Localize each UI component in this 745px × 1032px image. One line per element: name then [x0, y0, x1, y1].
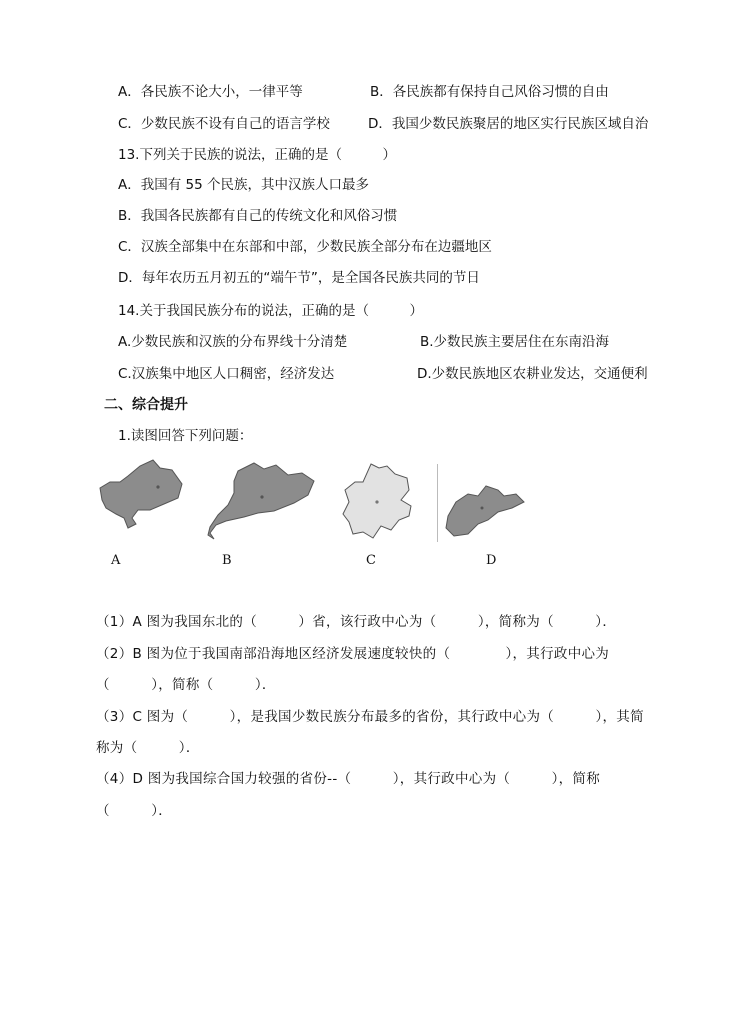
map-a-liaoning — [98, 458, 188, 538]
q12-option-b: B．各民族都有保持自己风俗习惯的自由 — [370, 84, 609, 100]
q12-option-d: D．我国少数民族聚居的地区实行民族区域自治 — [368, 116, 649, 132]
map-b-guangdong — [204, 459, 320, 541]
map-d-shandong — [442, 482, 526, 540]
fill-q3-line2: 称为（ ）． — [96, 740, 200, 756]
map-c-yunnan — [339, 462, 419, 542]
q14-option-c: C.汉族集中地区人口稠密，经济发达 — [118, 366, 335, 382]
fill-q4-line2: （ ）． — [96, 803, 173, 819]
q13-option-b: B．我国各民族都有自己的传统文化和风俗习惯 — [118, 208, 398, 224]
map-label-d: D — [486, 553, 497, 568]
q13-option-c: C．汉族全部集中在东部和中部，少数民族全部分布在边疆地区 — [118, 239, 492, 255]
map-label-b: B — [222, 553, 232, 568]
q12-option-c: C．少数民族不设有自己的语言学校 — [118, 116, 330, 132]
fill-q2-line2: （ ），简称（ ）． — [96, 677, 276, 693]
fill-q2-line1: （2）B 图为位于我国南部沿海地区经济发展速度较快的（ ），其行政中心为 — [96, 646, 610, 662]
map-label-a: A — [111, 553, 121, 568]
q13-stem: 13.下列关于民族的说法，正确的是（ ） — [118, 147, 396, 163]
section-title: 二、综合提升 — [104, 397, 188, 413]
q14-option-d: D.少数民族地区农耕业发达，交通便利 — [417, 366, 648, 382]
fill-q3-line1: （3）C 图为（ ），是我国少数民族分布最多的省份，其行政中心为（ ），其简 — [96, 709, 644, 725]
map-label-c: C — [366, 553, 376, 568]
fill-q1: （1）A 图为我国东北的（ ）省，该行政中心为（ ），简称为（ ）． — [96, 614, 617, 630]
q13-option-a: A．我国有 55 个民族，其中汉族人口最多 — [118, 177, 369, 193]
q1-stem: 1.读图回答下列问题： — [118, 428, 253, 444]
q12-option-a: A．各民族不论大小，一律平等 — [118, 84, 303, 100]
q13-option-d: D．每年农历五月初五的“端午节”，是全国各民族共同的节日 — [118, 270, 480, 286]
fill-q4-line1: （4）D 图为我国综合国力较强的省份--（ ），其行政中心为（ ），简称 — [96, 771, 601, 787]
q14-stem: 14.关于我国民族分布的说法，正确的是（ ） — [118, 303, 423, 319]
map-divider — [437, 464, 438, 542]
q14-option-a: A.少数民族和汉族的分布界线十分清楚 — [118, 334, 348, 350]
q14-option-b: B.少数民族主要居住在东南沿海 — [420, 334, 610, 350]
